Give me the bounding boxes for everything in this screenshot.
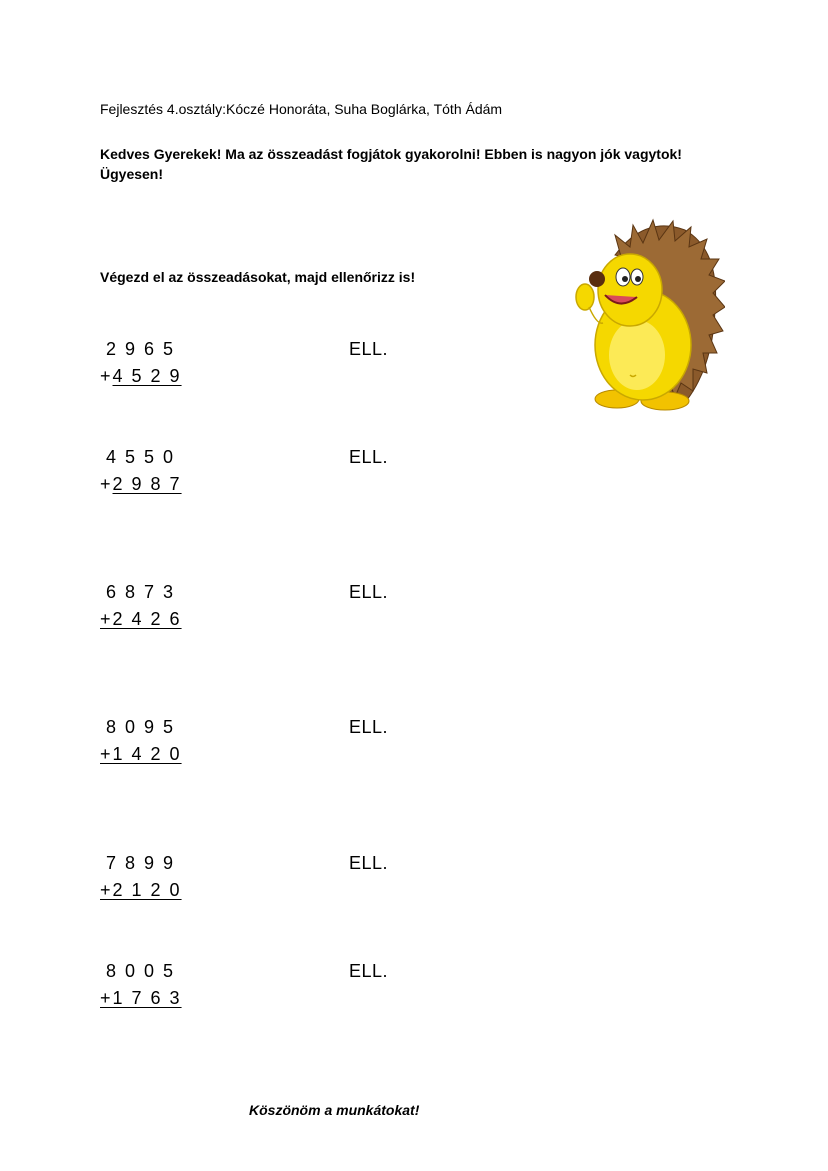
addend-top: 4 5 5 0 bbox=[105, 447, 175, 467]
addend-value: 1 7 6 3 bbox=[112, 988, 182, 1008]
addend-value: 2 9 8 7 bbox=[112, 474, 182, 494]
addend-bottom bbox=[100, 471, 182, 498]
addend-top: 6 8 7 3 bbox=[105, 582, 175, 602]
plus-sign: + bbox=[100, 474, 113, 494]
check-label-5: ELL. bbox=[349, 853, 389, 873]
addend-top: 8 0 0 5 bbox=[105, 961, 175, 981]
intro-text: Kedves Gyerekek! Ma az összeadást fogjátok gyakorolni! Ebben is nagyon jók vagytok! Ügyesen! bbox=[100, 146, 682, 182]
footer-thanks: Köszönöm a munkátokat! bbox=[249, 1102, 420, 1118]
addition-problem-4 bbox=[100, 714, 182, 768]
addend-value: 2 4 2 6 bbox=[112, 609, 182, 629]
addition-problem-1 bbox=[100, 336, 182, 390]
addition-problem-3 bbox=[100, 579, 182, 633]
addend-bottom bbox=[100, 985, 182, 1012]
addend-value: 1 4 2 0 bbox=[112, 744, 182, 764]
plus-sign: + bbox=[100, 609, 113, 629]
plus-sign: + bbox=[100, 988, 113, 1008]
check-label-6: ELL. bbox=[349, 961, 389, 981]
addend-bottom bbox=[100, 741, 182, 768]
addition-problem-6 bbox=[100, 958, 182, 1012]
hedgehog-icon bbox=[575, 215, 725, 415]
addend-top: 7 8 9 9 bbox=[105, 853, 175, 873]
plus-sign: + bbox=[100, 366, 113, 386]
header-line: Fejlesztés 4.osztály:Kóczé Honoráta, Suha Boglárka, Tóth Ádám bbox=[100, 101, 503, 117]
addend-value: 2 1 2 0 bbox=[112, 880, 182, 900]
addend-value: 4 5 2 9 bbox=[112, 366, 182, 386]
addend-bottom bbox=[100, 606, 182, 633]
check-label-3: ELL. bbox=[349, 582, 389, 602]
addition-problem-5 bbox=[100, 850, 182, 904]
check-label-4: ELL. bbox=[349, 717, 389, 737]
instruction-text: Végezd el az összeadásokat, majd ellenőrizz is! bbox=[100, 269, 416, 285]
check-label-2: ELL. bbox=[349, 447, 389, 467]
plus-sign: + bbox=[100, 880, 113, 900]
addend-bottom bbox=[100, 877, 182, 904]
addend-top: 8 0 9 5 bbox=[105, 717, 175, 737]
addend-bottom bbox=[100, 363, 182, 390]
addition-problem-2 bbox=[100, 444, 182, 498]
addend-top: 2 9 6 5 bbox=[105, 339, 175, 359]
check-label-1: ELL. bbox=[349, 339, 389, 359]
plus-sign: + bbox=[100, 744, 113, 764]
